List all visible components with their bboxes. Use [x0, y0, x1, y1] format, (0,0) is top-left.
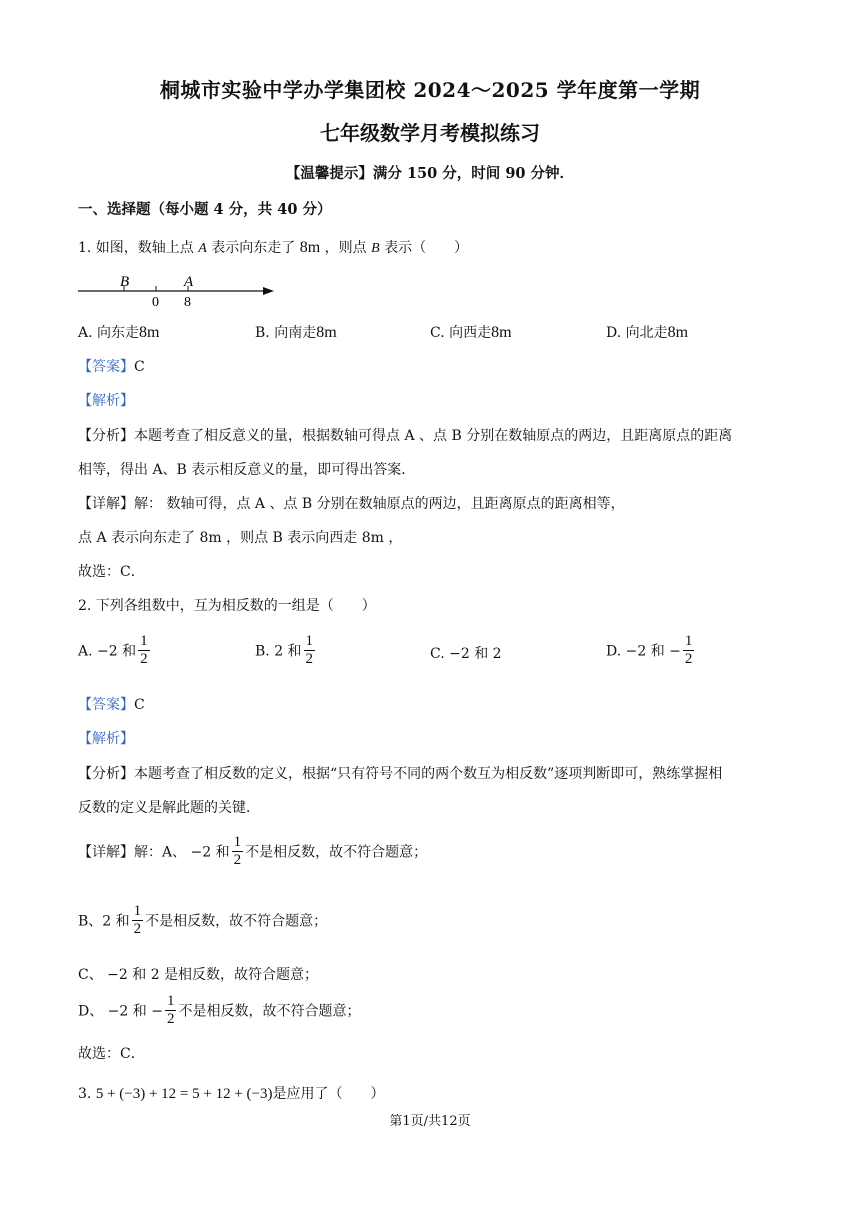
q2-analysis-label: 【解析】: [78, 731, 134, 747]
q2-choose: 故选：C．: [78, 1046, 145, 1062]
label-b: B: [120, 274, 130, 290]
fraction: $\frac{1}{2}$: [233, 834, 242, 868]
q2-option-c: C. −2 和 2: [430, 646, 502, 662]
q1-analysis-label: 【解析】: [78, 393, 134, 409]
page-footer: 第1页/共12页: [389, 1114, 471, 1129]
q1-option-a: A. 向东走8m: [78, 324, 160, 341]
question-3-stem: 3. 5 + (−3) + 12 = 5 + 12 + (−3)是应用了（ ）: [78, 1086, 385, 1102]
label-a: A: [184, 274, 194, 290]
q2-detail-c: C、 −2 和 2 是相反数，故符合题意；: [78, 967, 319, 983]
label-8: 8: [184, 295, 191, 310]
document-title: 桐城市实验中学办学集团校 2024～2025 学年度第一学期: [159, 78, 701, 102]
q2-option-b: B. 2 和 $\frac{1}{2}$: [255, 633, 314, 667]
q1-option-d: D. 向北走8m: [606, 324, 689, 341]
fraction: $\frac{1}{2}$: [684, 633, 693, 667]
q2-analysis-line2: 反数的定义是解此题的关键．: [78, 800, 260, 816]
q1-detail-line2: 点 A 表示向东走了 8m ，则点 B 表示向西走 8m ，: [78, 530, 403, 546]
question-1-stem: 1. 如图，数轴上点 A 表示向东走了 8m ，则点 B 表示（ ）: [78, 239, 469, 256]
fraction: $\frac{1}{2}$: [133, 903, 142, 937]
number-line-arrow: [263, 287, 274, 295]
q1-option-c: C. 向西走8m: [430, 324, 512, 341]
q2-option-a: A. −2 和 $\frac{1}{2}$: [78, 633, 148, 667]
exam-tip: 【温馨提示】满分 150 分，时间 90 分钟．: [285, 165, 575, 182]
q1-analysis-line1: 【分析】本题考查了相反意义的量，根据数轴可得点 A 、点 B 分别在数轴原点的两边，且距离原点的距离: [78, 428, 733, 444]
q2-answer: 【答案】C: [78, 697, 145, 713]
fraction: $\frac{1}{2}$: [305, 633, 314, 667]
q1-analysis-line2: 相等，得出 A、B 表示相反意义的量，即可得出答案．: [78, 462, 416, 478]
q1-detail-line1: 【详解】解： 数轴可得，点 A 、点 B 分别在数轴原点的两边，且距离原点的距离相等，: [78, 496, 625, 512]
fraction: $\frac{1}{2}$: [140, 633, 148, 667]
q1-choose: 故选：C．: [78, 564, 145, 580]
section-heading: 一、选择题（每小题 4 分，共 40 分）: [78, 201, 332, 218]
q2-detail-a: 【详解】解：A、 −2 和 $\frac{1}{2}$ 不是相反数，故不符合题意；: [78, 834, 428, 868]
q2-analysis-line1: 【分析】本题考查了相反数的定义，根据“只有符号不同的两个数互为相反数”逐项判断即可，熟练掌握相: [78, 766, 723, 782]
question-2-stem: 2. 下列各组数中，互为相反数的一组是（ ）: [78, 598, 376, 614]
number-line-figure: [76, 270, 280, 310]
q2-option-d: D. −2 和 − $\frac{1}{2}$: [606, 633, 693, 667]
document-subtitle: 七年级数学月考模拟练习: [320, 121, 540, 145]
q2-detail-b: B、2 和 $\frac{1}{2}$ 不是相反数，故不符合题意；: [78, 903, 328, 937]
fraction: $\frac{1}{2}$: [166, 993, 175, 1027]
q2-detail-d: D、 −2 和 − $\frac{1}{2}$ 不是相反数，故不符合题意；: [78, 993, 361, 1027]
q1-option-b: B. 向南走8m: [255, 324, 337, 341]
label-0: 0: [152, 295, 159, 310]
q1-answer: 【答案】C: [78, 359, 145, 375]
